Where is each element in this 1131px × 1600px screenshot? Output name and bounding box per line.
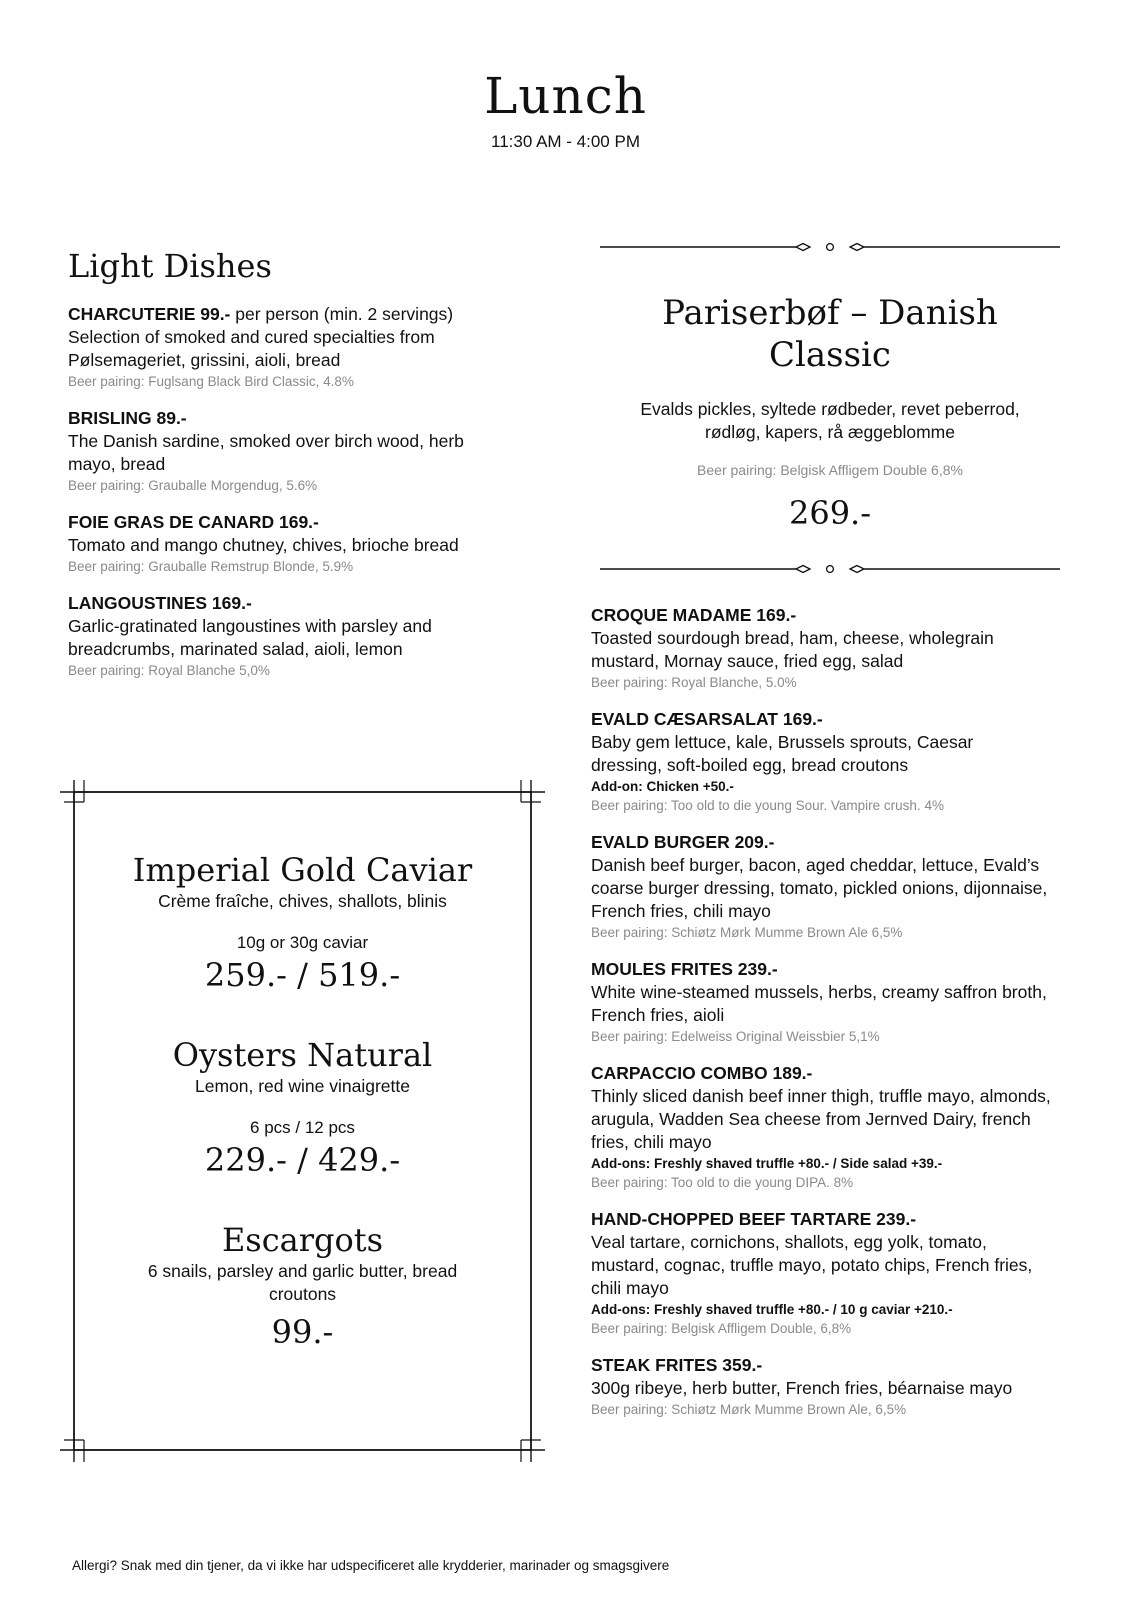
ornament-divider-bottom [600,562,1060,576]
item-description: Baby gem lettuce, kale, Brussels sprouts, Caesar dressing, soft-boiled egg, bread croutons [591,732,974,775]
beer-pairing: Beer pairing: Schiøtz Mørk Mumme Brown Ale 6,5% [591,925,903,940]
special-description: 6 snails, parsley and garlic butter, bread croutons [147,1261,458,1304]
beer-pairing: Beer pairing: Belgisk Affligem Double, 6,8% [591,1321,852,1336]
item-description: Toasted sourdough bread, ham, cheese, wholegrain mustard, Mornay sauce, fried egg, salad [591,628,994,671]
beer-pairing: Beer pairing: Edelweiss Original Weissbier 5,1% [591,1029,880,1044]
featured-description-line: Evalds pickles, syltede rødbeder, revet peberrod, [640,399,1020,419]
item-note: per person (min. 2 servings) [230,304,454,324]
item-addon: Add-on: Chicken +50.- [591,779,734,794]
special-quantity: 10g or 30g caviar [236,933,369,952]
special-item [60,1035,545,1180]
item-description: Danish beef burger, bacon, aged cheddar, lettuce, Evald’s coarse burger dressing, tomato, pickled onions, dijonnaise, French fries, chili mayo [591,855,1048,921]
item-description: Garlic-gratinated langoustines with parsley and breadcrumbs, marinated salad, aioli, lemon [68,616,432,659]
beer-pairing: Beer pairing: Royal Blanche 5,0% [68,663,270,678]
beer-pairing: Beer pairing: Royal Blanche, 5.0% [591,675,797,690]
featured-price: 269.- [788,494,872,532]
item-name: CROQUE MADAME 169.- [591,605,797,625]
featured-description-line: rødløg, kapers, rå æggeblomme [705,422,955,442]
menu-item [68,511,538,576]
menu-item [591,958,1091,1046]
framed-specials-box [60,780,545,1462]
item-name: BRISLING 89.- [68,408,187,428]
light-dishes-section [68,245,538,696]
item-description: Thinly sliced danish beef inner thigh, truffle mayo, almonds, arugula, Wadden Sea cheese from Jernved Dairy, french fries, chili mayo [591,1086,1051,1152]
item-name: CHARCUTERIE 99.- [68,304,231,324]
menu-item [591,708,1091,815]
item-description: 300g ribeye, herb butter, French fries, béarnaise mayo [591,1378,1013,1398]
menu-item [591,1208,1091,1338]
menu-item [68,407,538,495]
special-price: 229.- / 429.- [204,1141,401,1179]
special-title: Escargots [221,1221,384,1259]
item-name: HAND-CHOPPED BEEF TARTARE 239.- [591,1209,917,1229]
item-name: LANGOUSTINES 169.- [68,593,252,613]
item-name: CARPACCIO COMBO 189.- [591,1063,813,1083]
special-price: 99.- [271,1313,334,1351]
special-description: Lemon, red wine vinaigrette [195,1076,410,1096]
item-description: The Danish sardine, smoked over birch wood, herb mayo, bread [68,431,464,474]
featured-title: Pariserbøf – Danish Classic [662,293,998,375]
featured-dish [600,240,1060,576]
menu-item [68,592,538,680]
section-title: Light Dishes [68,247,272,285]
special-price: 259.- / 519.- [204,956,401,994]
special-title: Imperial Gold Caviar [132,851,473,889]
menu-item [68,303,538,391]
item-addon: Add-ons: Freshly shaved truffle +80.- / Side salad +39.- [591,1156,943,1171]
ornament-divider-top [600,240,1060,254]
item-name: STEAK FRITES 359.- [591,1355,763,1375]
menu-item [591,831,1091,942]
beer-pairing: Beer pairing: Grauballe Remstrup Blonde, 5.9% [68,559,354,574]
beer-pairing: Beer pairing: Belgisk Affligem Double 6,8% [697,462,963,478]
menu-header [0,62,1131,152]
beer-pairing: Beer pairing: Grauballe Morgendug, 5.6% [68,478,318,493]
item-description: Tomato and mango chutney, chives, brioche bread [68,535,459,555]
allergy-notice: Allergi? Snak med din tjener, da vi ikke har udspecificeret alle krydderier, marinader og smagsgivere [72,1558,670,1573]
beer-pairing: Beer pairing: Too old to die young DIPA. 8% [591,1175,854,1190]
item-description: Selection of smoked and cured specialties from Pølsemageriet, grissini, aioli, bread [68,327,435,370]
item-name: MOULES FRITES 239.- [591,959,778,979]
special-quantity: 6 pcs / 12 pcs [250,1118,355,1137]
beer-pairing: Beer pairing: Schiøtz Mørk Mumme Brown Ale, 6,5% [591,1402,907,1417]
beer-pairing: Beer pairing: Fuglsang Black Bird Classic, 4.8% [68,374,354,389]
special-item [60,1220,545,1352]
special-description: Crème fraîche, chives, shallots, blinis [158,891,447,911]
menu-item [591,1062,1091,1192]
item-description: Veal tartare, cornichons, shallots, egg yolk, tomato, mustard, cognac, truffle mayo, potato chips, French fries, chili mayo [591,1232,1033,1298]
special-item [60,850,545,995]
item-name: EVALD CÆSARSALAT 169.- [591,709,823,729]
special-title: Oysters Natural [172,1036,433,1074]
beer-pairing: Beer pairing: Too old to die young Sour. Vampire crush. 4% [591,798,944,813]
item-name: EVALD BURGER 209.- [591,832,775,852]
opening-hours: 11:30 AM - 4:00 PM [491,132,640,151]
item-description: White wine-steamed mussels, herbs, creamy saffron broth, French fries, aioli [591,982,1047,1025]
menu-item [591,1354,1091,1419]
item-name: FOIE GRAS DE CANARD 169.- [68,512,319,532]
main-dishes-section [591,604,1091,1435]
menu-item [591,604,1091,692]
item-addon: Add-ons: Freshly shaved truffle +80.- / 10 g caviar +210.- [591,1302,953,1317]
page-title: Lunch [484,67,647,125]
